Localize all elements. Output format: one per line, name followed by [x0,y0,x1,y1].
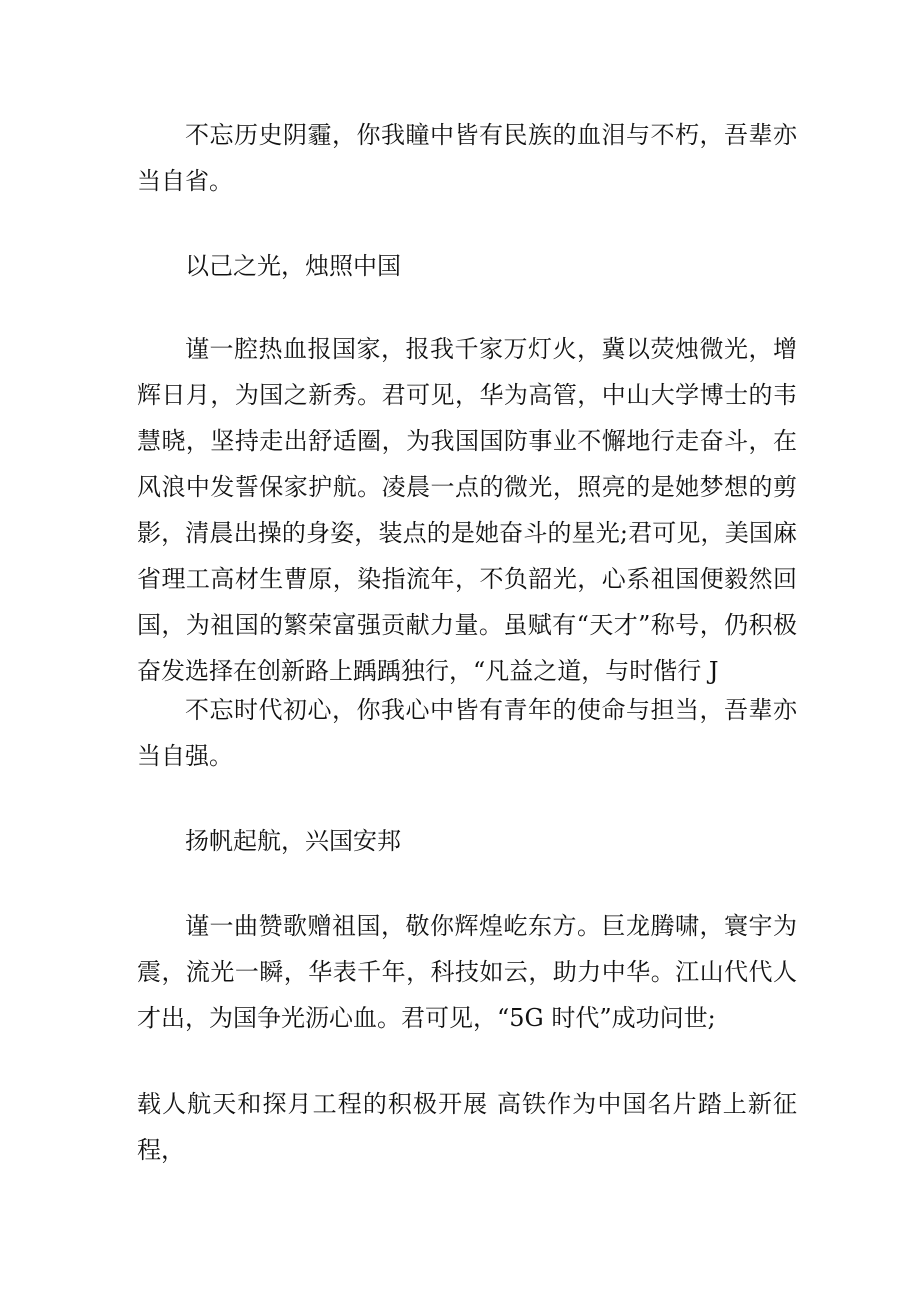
paragraph-examples: 谨一腔热血报国家，报我千家万灯火，冀以荧烛微光，增辉日月，为国之新秀。君可见，华为高管，中山大学博士的韦慧晓，坚持走出舒适圈，为我国国防事业不懈地行走奋斗，在风浪中发誓保家护航。凌晨一点的微光，照亮的是她梦想的剪影，清晨出操的身姿，装点的是她奋斗的星光;君可见，美国麻省理工高材生曹原，染指流年，不负韶光，心系祖国便毅然回国，为祖国的繁荣富强贡献力量。虽赋有“天才”称号，仍积极奋发选择在创新路上踽踽独行，“凡益之道，与时偕行 J [137,335,797,685]
paragraph-mission: 不忘时代初心，你我心中皆有青年的使命与担当，吾辈亦当自强。 [137,696,797,770]
paragraph-history: 不忘历史阴霾，你我瞳中皆有民族的血泪与不朽，吾辈亦当自省。 [137,121,797,195]
paragraph-tribute: 谨一曲赞歌赠祖国，敬你辉煌屹东方。巨龙腾啸，寰宇为震，流光一瞬，华表千年，科技如云，助力中华。江山代代人才出，为国争光沥心血。君可见，“5G 时代”成功问世; [137,912,797,1032]
section-heading-sail: 扬帆起航，兴国安邦 [185,827,401,855]
paragraph-achievements: 载人航天和探月工程的积极开展 高铁作为中国名片踏上新征程， [137,1090,797,1164]
section-heading-light: 以己之光，烛照中国 [185,252,401,280]
